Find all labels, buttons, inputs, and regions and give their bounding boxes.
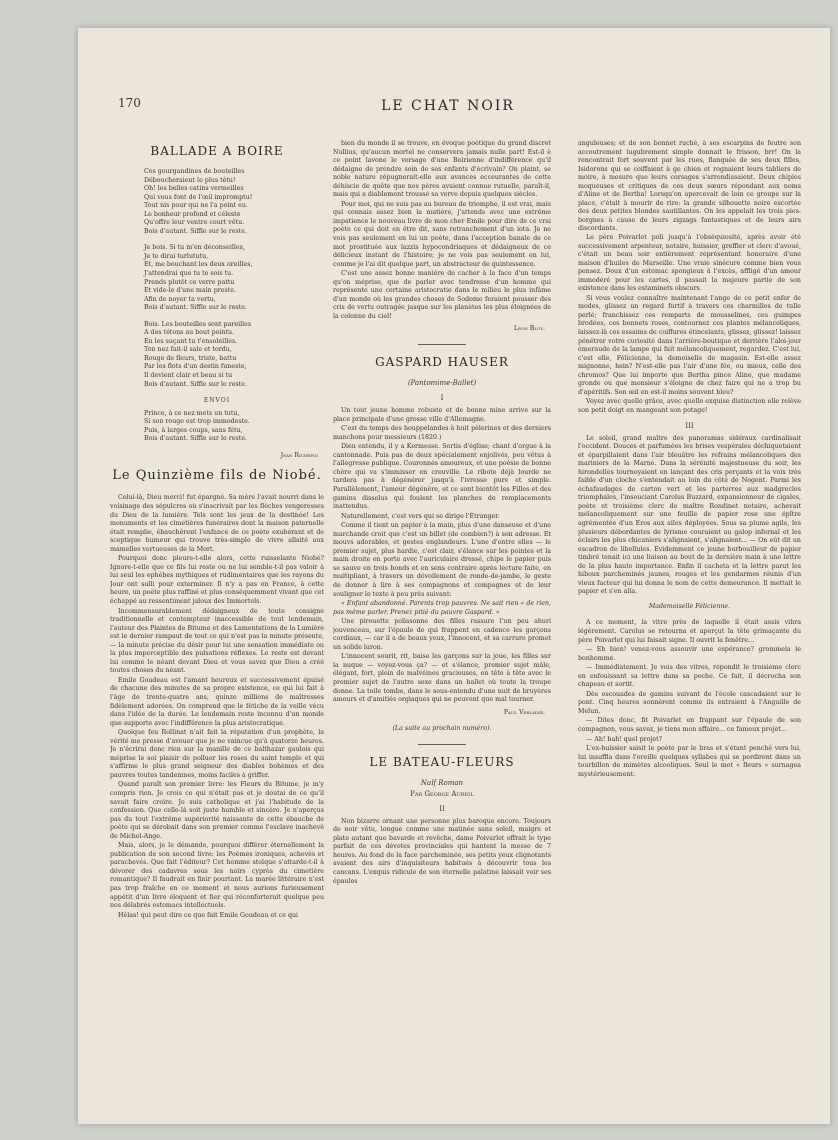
verse-line: Je bois. Si tu m'en déconseilles, [144,244,245,252]
gaspard-subtitle: (Pantomime-Ballet) [407,379,477,388]
verse-line: Ton nez fait-il sale et tordu, [144,346,232,354]
gaspard-paragraph: Dieu entendu, il y a Kermesse. Sortis d'église; chant d'orgue à la cantonnade. Puis pas de deux spécialement enjolivés, peu vêtus à l'allégresse publique. Couronnés amoureux, et une poésie de bonne chère qui va s'immisser en creuville. Le ribote déjà lourde ne tardera pas à dégénérer jusqu'à l'ivresse pure et simple. Parallèlement, l'amour dégénère, et ce sont bientôt les Filles et des gamins dissolus qui foulent les planches de remplacements inattendus. [333,443,551,511]
verse-line: Le bonheur profond et céleste [144,210,241,218]
section-rule [418,744,466,745]
verse-line: Il devient clair et beau si tu [144,372,233,380]
verse-line: Déboucheraient le plus têtu! [144,176,236,184]
ballade-stanza-1 [110,168,324,236]
niobe-title: Le Quinzième fils de Niobé. [112,468,322,484]
gaspard-continuation: (La suite au prochain numéro). [392,725,492,733]
verse-line: Afin de noyer ta vertu, [144,295,216,303]
ballade-stanza-2 [110,244,324,312]
verse-line: En les suçant tu t'ensoleilles. [144,337,238,345]
niobe-paragraph: Quand paraît son premier livre: les Fleurs du Bitume, je m'y compris rien. Je crois ce qui n'était pas et je doutai de ce qu'il savait faire croire. Je suis catholique et j'ai l'habitude de la confession. Que celle-là soit juste humble et sincère. Je n'aperçus pas du tout l'extrême supériorité naissante de cette ébauche de poète qui se dérobait dans son premier comme l'esclave inachevé de Michel-Ange. [110,781,324,840]
bateau-paragraph: Dès escouades de gamins suivant de l'école cascadaient sur le pont. Cinq heures sonnèrent comme ils entraient à l'Anguille de Melun. [578,690,801,715]
niobe-paragraph: Quoique feu Rollinat n'ait fait la réputation d'un prophète, la vérité me presse d'avouer que je ne vaincue qu'à quatorze heures. Je n'écrirai donc rien sur la manille de ce balthazar gaulois qui méprise le soi plaisir de polluer les roses du saint temple et qui s'affirme le plus grand seigneur des diables bohèmes et des pauvres toutes tandemnes, moins faciles à griffer. [110,729,324,779]
ballade-title: BALLADE A BOIRE [150,144,284,158]
ballade-author: Jean Richepin [280,451,318,459]
verse-line: Je te dirai turlututu, [144,252,209,260]
ballade-envoi [110,410,324,444]
gaspard-paragraph: Un tout jeune homme robuste et de bonne mine arrive sur la place principale d'une grosse ville d'Allemagne. [333,407,551,423]
bateau-byline: Par George Auriol [410,789,474,798]
gaspard-title: GASPARD HAUSER [375,355,509,370]
column-left [110,140,324,1068]
bateau-paragraph: Voyez avec quelle grâce, avec quelle exquise distinction elle relève son petit doigt en mangeant son potage! [578,398,801,414]
chapter-signature: Mademoiselle Félicienne. [648,602,731,610]
gaspard-author: Paul Verlaine. [503,708,545,716]
bloy-paragraph: bien du monde il se trouve, en évoque poétique du grand discret Nullius, qu'aucun mortel ne conservera jamais nulle part! Est-il è ce point lavone le versage d'une Boirienne d'indifférence qu'il dédaigne de prendre soin de ses enfants d'écrivain? On plaint, se noble nature répugnerait-elle aux avances ecceurantes de cette déhiscie de quête que nos pères avaient connue rutuelle, paraît-il, mais qui a diablement troussé sa verve depuis quelques siècles. [333,140,551,199]
envoi-label: ENVOI [203,397,231,405]
bateau-paragraph: — Ah! bah! quel projet? [586,735,663,743]
verse-line: Bois d'autant. Siffle sur le reste. [144,227,247,235]
bateau-paragraph: anguleuses; et de son bonnet ruché, à ses escarpins de feutre son accoutrement lugubrement simple donnait le frisson, brr! On la rencontrait fort souvent par les rues, flanquée de ses deux filles, Isidorons qui se coiffaient à ge chien et rognaient leurs tabliers de moire, à mesure que leurs corsages s'arrondissaient. Deux chipies moqueuses et critiques de ces deux sœurs répondant aux noms d'Aline et de Bertha! Lorsqu'on apercevait de loin ce groupe sur la place, c'était à mourir de rire: la grande silhouette noire escortée des deux petites blondes sautillantes. On les appelait les trois pies-borgnes à cause de leurs zigzags fantastiques et de leurs airs discordants. [578,140,801,233]
gaspard-part: I [440,394,444,403]
niobe-paragraph: Hélas! qui peut dire ce que fait Emile Goudeau et ce qui [118,911,299,919]
verse-line: Ces gourgandines de bouteilles [144,168,245,175]
verse-line: Puis, à larges coups, sans fétu, [144,426,243,434]
verse-line: A des tétons au bout pointu. [144,329,235,337]
bateau-paragraph: L'ex-huissier saisit le poète par le bras et s'étant penché vers lui, lui insuffla dans l'oreille quelques syllabes qui se perdirent dans un tourbillon de mimètes alcooliques. Seul le mot « fleurs » surnagea mystérieusement. [578,745,801,778]
bloy-paragraph: C'est une assez bonne manière de cacher à la face d'un temps qu'on méprise, que de parler avec tendresse d'un homme qui représente une certaine aristocratie dans le milieu le plus infâme d'un monde où les grandes choses de Sodome feraient pousser des cris de vertu outragée jusque sur les planètes les plus éloignées de la colonne du ciel! [333,270,551,320]
niobe-paragraph: Mais, alors, je le démande, pourquoi différer éternellement la publication de son second livre: les Poèmes ironiques, achevés et parachevés. Que fait l'éditeur? Cet homme stoïque s'attarde-t-il à dévorer des cadavres sous les noirs cyprès du cimetière romantique? Il faudrait en finir pourtant. La marée littéraire n'est pas trop fraîche en ce moment et nous aurions furieusement appétit d'un livre éloquent et fier qui réconforterait quelque peu nos délabrés estomacs intellectuels. [110,842,324,910]
gaspard-paragraph: L'innocent sourit, rit, baise les garçons sur la joue, les filles sur la nuque — voyez-vous ça? — et s'élance, premier sujet mâle, élégant, fort, plein de malvéines gracieuses, en tête à tête avec le premier sujet de l'autre sexe dans un ballet où toute la troupe donne. La toile tombe, dans le sous-entendu d'une nuit de bruyères amours et d'amitiés orgiaques qui ne peuvent que mal tourner. [333,653,551,704]
section-rule [418,344,466,345]
bateau-paragraph: — Immédiatement. Je vois des vitres, répondit le troisième clerc en enfouissant sa lettre dans sa poche. Ce fait, il décrocha son chapeau et sortit. [578,664,801,689]
niobe-paragraph: Pourquoi donc pleure-t-elle alors, cette ruisselante Niobé? Ignore-t-elle que ce fils lui reste ou ne lui semble-t-il pas valoir à lui seul les ephèbes mythiques et rudimentaires que les rayons du Jour ont sulli pour exterminer. Il n'y a pas en France, à cette heure, un poète plus raffiné et plus conséquemment vivant que cet échappé au ressentiment jaloux des Immortels. [110,555,324,605]
gaspard-paragraph: « Enfant abandonné. Parents trop pauvres. Ne sait rien « de rien, pas même parler. Prenez pitié du pauvre Gaspard. » [333,600,551,616]
column-right [578,140,801,1098]
bateau-paragraph: — Dites donc, fit Poivarlet en frappant sur l'épaule de son compagnon, vous savez, je tiens mon affaire... ce fameux projet... [578,717,801,733]
bateau-paragraph: — Eh bien! venez-vous assouvir une espérance? grommela le bonhomme. [578,646,801,662]
verse-line: Prends plutôt ce verre pattu [144,278,235,286]
niobe-paragraph: Celui-là, Dieu merci! fut épargné. Sa mère l'avait nourri dans le voisinage des sépulcres où s'inscrivait par les flèches vengeresses du Dieu de la lumière. Tels sont les jeux de la destinée! Les monuments et les cimetières funéraires dont la maison paternelle était remplie, ébauchèrent l'enfance de ce poète exubérant et de sceptique humeur qui trouve très-simple de vivre allaité aux mamelles vertueuses de la Mort. [110,494,324,553]
verse-line: J'attendrai que tu te sois tu. [144,270,234,278]
gaspard-paragraph: Comme il tient un papier à la main, plus d'une danseuse et d'une marchande croit que c'est un billet (de combien?) à son adresse. Et mouvs adorables, et gestes englandeurs. L'une d'entre elles — le premier sujet, plus hardie, c'est clair, s'élance sur les pointes et la main droite en porte avec l'auriculaire dressé, chipe le papier puis se sauve en trois bonds et en sens contraire après lecture faite, en multipliant, à travers un dévoilement de ronde-de-jambe, le geste de donner à lire à ses compagnons et compagnes et de leur souligner le texte à peu près suivant: [333,522,551,598]
gaspard-paragraph: C'est du temps des houppelandes à huit pèlerines et des derniers manchons pour messieurs (1820.) [333,425,551,441]
bateau-paragraph: Le soleil, grand maître des panoramas sidéraux cardinalisait l'occident. Douces et parfumées les brises vespérales déchiquetaient et éparpillaient dans l'air bleuâtre les refrains mélancoliques des mariniers de la Marne. Dans la sérénité majestueuse du soir, les hirondelles tournoyaient en lançant des cris perçants et la voix très faible d'un cloche s'entendait au loin du côté de Nogent. Parmi les échafaudages de carton vert et les parterres aux madgrecles triomphales, l'insouciant Carolus Buzzard, expansionneur de cigales, poète et troisième clerc de maître Rondinet notaire, achevait mélancoliquement sur une feuille de papier rose une épître agrémentée d'un Eros aux ailes déployées. Sous sa plume agile, les plusieurs débordantes de lyrisme couraient au galop infernal et les éclairs les plus chicaniers s'alignaient, s'alignaient... — On eût dit un escadron de libellules. Evidemment ce jeune barbouilleur de papier timbré tenait ici une liaison au bout de la dernière main à une lettre de la plus haute importance. Enfin il cacheta et la lettre parut les hiboux parcheminés jaunes, rouges et les gendarmes réunis d'un vieux facteur qui lui donna le nom de cette demeurance. Il mettait le papier et s'en alla. [578,434,801,596]
verse-line: Prince, à ce nez mets un tutu, [144,409,240,417]
verse-line: Bois d'autant. Siffle sur le reste. [144,380,247,388]
verse-line: Bois. Les bouteilles sont pareilles [144,320,252,328]
ballade-stanza-3 [110,321,324,389]
niobe-paragraph: Incommensurablement dédaigneux de toute consigne traditionnelle et contempteur inaccessible de tout lendemain, l'auteur des Plaintes de Bitume et des Lamentations de la Lumière est le dernier rampaut de tout ce qui n'est pas la minute présente, — la minute précise du désir pour lui une sensation immédiate ou la plus imperceptible des pulsations réflexes. Le reste est devant lui comme le néant devant Dieu et vous savez que Dieu a créé toutes choses du néant. [110,607,324,675]
verse-line: Qu'offre leur ventre court vêtu. [144,219,245,227]
verse-line: Bois d'autant. Siffle sur le reste. [144,435,247,443]
verse-line: Qui vous font de l'œil impromptu! [144,193,253,201]
column-middle [333,140,551,1080]
niobe-paragraph: Emile Goudeau est l'amant heureux et successivement épuisé de chacune des minutes de sa propre existence, ce qui lui fait à l'âge de trente-quatre ans, quinze millions de maîtresses fidèlement adorées. On comprend que le fétiche de la veille vécu dans l'idée de la durée. Le lendemain reste inconnu d'un monde que supporte avec l'indifférence la plus aristocratique. [110,676,324,727]
bloy-paragraph: Pour moi, qui ne suis pas au bureau de triomphe, il est vrai, mais qui connais assez bien la matière, j'attends avec une extrême impatience le nouveau livre de mon cher Emile pour dire de ce vrai poète ce qui doit en être dit, sans retranchement d'un iota. Je ne vois pas seulement en lui un poète, dans l'acception banale de ce mot prostituée aux lazzis hypocondriaques et dédaigneux de ce délicieux instant de l'histoire; je ne vois pas seulement en lui, comme je l'ai dit quelque part, un abstracteur de quintessence. [333,200,551,268]
newspaper-page [78,28,830,1124]
verse-line: Et vide-le d'une main preste. [144,287,236,295]
gaspard-paragraph: Naturellement, c'est vers qui se dirige l'Étranger. [341,512,500,520]
bateau-title: LE BATEAU-FLEURS [369,754,515,769]
verse-line: Bois d'autant. Siffle sur le reste. [144,304,247,312]
bateau-paragraph: Non bizarre ornant une personne plus baroque encore. Toujours de noir vêtu, longue comme une matinée sans soleil, maigre et plate autant que bavarde et revêche, dame Poivarlet offrait le type parfait de ces dévotes provinciales qui hantent la messe de 7 heures. Au fond de la face parcheminée, ses petits yeux clignotants avaient des airs d'inquisiteurs habitués à découvrir tous les cancans. L'exquis ridicule de son éternelle palatine laissait voir ses épaules [333,817,551,885]
running-head: LE CHAT NOIR [381,98,515,114]
gaspard-paragraph: Une pirouette polissonne des filles rassure l'un peu ahuri jouvenceau, sur l'épaule de qui frappent en cadence les garçons cordiaux, — car il a de beaux yeux, l'innocent, et sa carrure promet un solide luron. [333,618,551,651]
verse-line: Tout nis pour qui ne l'a point eu. [144,202,248,210]
verse-line: Oh! les belles catins vermeilles [144,185,244,193]
bateau-paragraph: Si vous voulez connaître maintenant l'ange de ce petit enfer de modes, glissez un regard furtif à travers ces charmilles de tulle perlé; franchissez ces remparts de mousselines, ces guimpes brodées, ces bonnets roses, contournez ces plantes mélancoliques, laissez-là ces essaims de coiffures étincelants, glissez, glissez! laissez pénétrer votre curiosité dans l'arrière-boutique et derrière l'aloi-jour émeraude de la lampe qui fait mélancoliquement, regardez. C'est lui, c'est elle, Félicienne, la demoiselle de magasin. Est-elle assez mignonne, hein? N'est-elle pas l'air d'une fée, ou mieux, celle des chromos? Que lui importe que Bertha pince Aline, que madame gronde ou que monsieur s'éloigne de chez faire qui ne a trop bu d'apéritifs. Son œil en est-il moins souvent bleu? [578,294,801,396]
verse-line: Et, me bouchant les deux oreilles, [144,261,253,269]
verse-line: Par les flots d'un destin funeste, [144,363,247,371]
page-number: 170 [118,96,141,110]
verse-line: Rouge de fleurs, triste, battu [144,354,237,362]
verse-line: Si son rouge est trop immodeste. [144,418,250,426]
bloy-author: Léon Bloy. [513,325,545,333]
bateau-subtitle: Naïf Roman [420,778,464,787]
bateau-paragraph: Le père Poivarlet poli jusqu'à l'obséquiosité, après avoir été successivement arpenteur, notaire, huissier, greffier et clerc d'avoué, c'était un beau soir entièrement représentant honoraire d'une maison d'huiles de Marseille. Une vraie sinécure comme bien vous pensez. Doux d'un estomac spongieux à l'excès, affligé d'un amour immodéré pour les cartes, il passait la majeure partie de son existence dans les estaminets obscurs. [578,234,801,293]
bateau-paragraph: A ce moment, la vitre près de laquelle il était assis vibra légèrement. Carolus se retourna et aperçut la tête grimaçante du père Poivarlet qui lui faisait signe. Il ouvrit la fenêtre... [578,619,801,644]
bateau-part: II [439,804,445,813]
bateau-part-3: III [685,421,694,430]
